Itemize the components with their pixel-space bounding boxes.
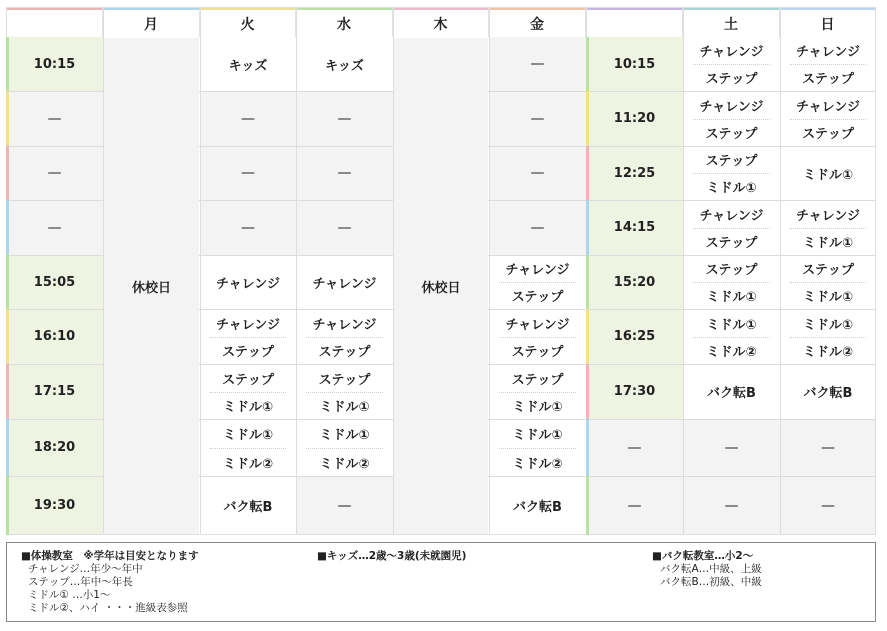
legend-kids-title: ■キッズ…2歳～3歳(未就園児): [317, 550, 467, 562]
empty-slot: —: [821, 497, 835, 514]
class-label: ミドル①: [706, 317, 757, 333]
empty-slot: —: [821, 439, 835, 456]
row-accent: [6, 146, 9, 200]
column-divider: [296, 7, 297, 535]
class-label: ステップ: [802, 263, 854, 278]
class-label: ミドル①: [512, 428, 563, 443]
weekday-time-cell: 17:15: [6, 364, 103, 419]
column-divider: [393, 7, 394, 535]
class-cell: [780, 146, 876, 200]
slot-divider: [693, 337, 770, 338]
class-cell: [296, 255, 393, 309]
class-label: チャレンジ: [796, 208, 860, 224]
slot-divider: [499, 337, 576, 338]
weekday-time-cell: 19:30: [6, 476, 103, 535]
column-divider: [683, 7, 684, 535]
header-corner: [6, 7, 103, 37]
weekend-time-cell: 11:20: [586, 91, 683, 146]
class-cell: [489, 255, 586, 309]
class-label: ミドル①: [222, 428, 273, 443]
slot-divider: [210, 448, 286, 449]
class-label: ミドル①: [319, 428, 370, 443]
class-cell: [780, 91, 876, 146]
class-label: ミドル①: [802, 167, 853, 183]
legend-gym-title: ■体操教室 ※学年は目安となります: [21, 550, 199, 562]
column-divider: [489, 7, 490, 535]
weekend-time-cell: 17:30: [586, 364, 683, 419]
slot-divider: [693, 282, 770, 283]
weekday-time-cell: 16:10: [6, 309, 103, 364]
column-divider: [200, 7, 201, 535]
row-accent: [6, 309, 9, 364]
class-cell: [296, 419, 393, 476]
row-accent: [586, 476, 589, 535]
day-header: 日: [780, 7, 876, 37]
class-label: ミドル①: [802, 290, 853, 305]
class-label: ミドル②: [706, 345, 757, 360]
class-label: ミドル②: [222, 456, 273, 472]
row-accent: [6, 37, 9, 91]
empty-slot: —: [337, 497, 352, 514]
day-header: 月: [103, 7, 200, 37]
class-label: ステップ: [705, 236, 758, 251]
class-cell: [780, 255, 876, 309]
class-cell: [489, 37, 586, 91]
class-label: ステップ: [511, 345, 564, 360]
empty-slot: —: [530, 165, 545, 181]
class-cell: [296, 364, 393, 419]
legend-kids: [317, 550, 466, 563]
legend-gym: [21, 550, 199, 615]
slot-divider: [693, 64, 770, 65]
class-cell: [683, 200, 780, 255]
class-cell: [489, 419, 586, 476]
class-cell: [683, 37, 780, 91]
class-label: チャレンジ: [505, 263, 570, 278]
class-cell: [489, 476, 586, 535]
class-label: ミドル①: [802, 236, 853, 251]
weekday-time-cell: 15:05: [6, 255, 103, 309]
slot-divider: [790, 337, 866, 338]
slot-divider: [306, 337, 383, 338]
class-label: キッズ: [228, 58, 268, 74]
class-label: ミドル①: [802, 317, 853, 333]
class-cell: [200, 200, 296, 255]
row-accent: [6, 419, 9, 476]
class-label: チャレンジ: [796, 45, 860, 60]
class-cell: [683, 91, 780, 146]
class-label: ステップ: [511, 290, 564, 305]
empty-slot: —: [724, 439, 739, 456]
class-cell: [780, 476, 876, 535]
empty-slot: —: [241, 110, 255, 127]
legend-bakuten-title: ■バク転教室…小2～: [652, 550, 754, 562]
slot-divider: [210, 392, 286, 393]
class-cell: [200, 364, 296, 419]
legend-bakuten: [652, 550, 762, 589]
legend-gym-line: ステップ…年中～年長: [28, 576, 133, 588]
class-cell: [489, 200, 586, 255]
legend-box: [6, 542, 876, 622]
class-label: キッズ: [325, 58, 364, 74]
day-header: 木: [393, 7, 489, 37]
day-header: 火: [200, 7, 296, 37]
empty-slot: —: [530, 219, 545, 236]
class-label: バク転B: [707, 386, 756, 401]
empty-slot: —: [241, 165, 255, 181]
class-label: バク転B: [223, 500, 273, 515]
class-label: ステップ: [318, 345, 371, 360]
day-header: [586, 7, 683, 37]
class-cell: [780, 200, 876, 255]
column-divider: [780, 7, 781, 535]
weekday-time-cell: —: [6, 91, 103, 146]
class-label: バク転B: [513, 500, 562, 515]
slot-divider: [693, 119, 770, 120]
class-cell: [683, 364, 780, 419]
day-header: 水: [296, 7, 393, 37]
weekday-time-cell: —: [6, 200, 103, 255]
weekend-time-cell: —: [586, 476, 683, 535]
empty-slot: —: [724, 497, 739, 514]
class-cell: [683, 419, 780, 476]
class-label: チャレンジ: [312, 317, 377, 333]
closed-thursday: 休校日: [421, 280, 461, 296]
class-label: ステップ: [802, 72, 854, 87]
empty-slot: —: [337, 219, 352, 236]
class-cell: [296, 146, 393, 200]
class-label: チャレンジ: [699, 99, 764, 115]
class-cell: [780, 419, 876, 476]
class-label: バク転B: [803, 386, 853, 401]
class-label: チャレンジ: [505, 317, 570, 333]
class-label: ステップ: [802, 127, 854, 142]
class-cell: [489, 309, 586, 364]
column-divider: [103, 7, 104, 535]
class-label: ステップ: [222, 345, 274, 360]
legend-gym-line: ミドル②、ハイ ・・・進級表参照: [28, 602, 188, 614]
class-label: ミドル①: [706, 290, 757, 305]
class-label: チャレンジ: [699, 45, 764, 60]
class-cell: [200, 309, 296, 364]
slot-divider: [790, 64, 866, 65]
row-accent: [586, 200, 589, 255]
weekday-time-cell: 18:20: [6, 419, 103, 476]
legend-bakuten-line: バク転B…初級、中級: [660, 576, 762, 588]
class-cell: [489, 146, 586, 200]
class-label: ステップ: [511, 372, 564, 388]
slot-divider: [790, 282, 866, 283]
row-accent: [586, 309, 589, 364]
class-cell: [683, 309, 780, 364]
class-cell: [296, 200, 393, 255]
slot-divider: [499, 448, 576, 449]
empty-slot: —: [241, 219, 255, 236]
class-cell: [780, 309, 876, 364]
class-cell: [780, 37, 876, 91]
class-label: ミドル①: [222, 400, 273, 415]
empty-slot: —: [530, 110, 545, 127]
row-accent: [6, 91, 9, 146]
row-accent: [586, 146, 589, 200]
weekday-time-cell: —: [6, 146, 103, 200]
class-label: ステップ: [705, 127, 758, 142]
row-accent: [586, 364, 589, 419]
empty-slot: —: [530, 56, 545, 72]
class-cell: [296, 309, 393, 364]
class-label: ステップ: [705, 154, 758, 169]
slot-divider: [790, 119, 866, 120]
slot-divider: [306, 392, 383, 393]
class-label: ミドル②: [512, 456, 563, 472]
class-label: ミドル①: [706, 181, 757, 196]
class-cell: [200, 37, 296, 91]
class-cell: [200, 476, 296, 535]
class-cell: [296, 37, 393, 91]
row-accent: [6, 200, 9, 255]
weekend-time-cell: —: [586, 419, 683, 476]
class-label: ステップ: [222, 372, 274, 388]
row-accent: [586, 91, 589, 146]
class-cell: [489, 91, 586, 146]
class-cell: [780, 364, 876, 419]
class-label: ミドル②: [802, 345, 853, 360]
closed-monday: 休校日: [131, 280, 171, 296]
class-cell: [683, 476, 780, 535]
row-accent: [586, 255, 589, 309]
class-label: チャレンジ: [312, 276, 377, 292]
slot-divider: [210, 337, 286, 338]
class-cell: [200, 91, 296, 146]
weekend-time-cell: 15:20: [586, 255, 683, 309]
slot-divider: [693, 173, 770, 174]
class-cell: [489, 364, 586, 419]
slot-divider: [693, 228, 770, 229]
class-cell: [296, 91, 393, 146]
empty-slot: —: [337, 165, 352, 181]
weekday-time-cell: 10:15: [6, 37, 103, 91]
class-label: チャレンジ: [216, 317, 280, 333]
weekend-time-cell: 10:15: [586, 37, 683, 91]
legend-bakuten-line: バク転A…中級、上級: [660, 563, 762, 575]
weekend-time-cell: 14:15: [586, 200, 683, 255]
slot-divider: [499, 282, 576, 283]
class-cell: [296, 476, 393, 535]
weekend-time-cell: 12:25: [586, 146, 683, 200]
row-accent: [6, 476, 9, 535]
class-cell: [200, 419, 296, 476]
slot-divider: [499, 392, 576, 393]
class-label: ステップ: [318, 372, 371, 388]
legend-gym-line: ミドル① …小1～: [28, 589, 111, 601]
schedule-grid: [6, 7, 876, 535]
row-accent: [586, 419, 589, 476]
class-cell: [200, 146, 296, 200]
slot-divider: [306, 448, 383, 449]
slot-divider: [790, 228, 866, 229]
day-header: 金: [489, 7, 586, 37]
weekend-time-cell: 16:25: [586, 309, 683, 364]
row-accent: [586, 37, 589, 91]
class-label: ミドル①: [512, 400, 563, 415]
class-label: ミドル①: [319, 400, 370, 415]
class-label: ミドル②: [319, 456, 370, 472]
class-label: ステップ: [705, 72, 758, 87]
class-label: チャレンジ: [796, 99, 860, 115]
class-label: チャレンジ: [216, 276, 280, 292]
day-header: 土: [683, 7, 780, 37]
class-label: チャレンジ: [699, 208, 764, 224]
class-cell: [683, 146, 780, 200]
class-label: ステップ: [705, 263, 758, 278]
class-cell: [683, 255, 780, 309]
empty-slot: —: [337, 110, 352, 127]
row-accent: [6, 255, 9, 309]
row-accent: [6, 364, 9, 419]
legend-gym-line: チャレンジ…年少～年中: [28, 563, 143, 575]
class-cell: [200, 255, 296, 309]
